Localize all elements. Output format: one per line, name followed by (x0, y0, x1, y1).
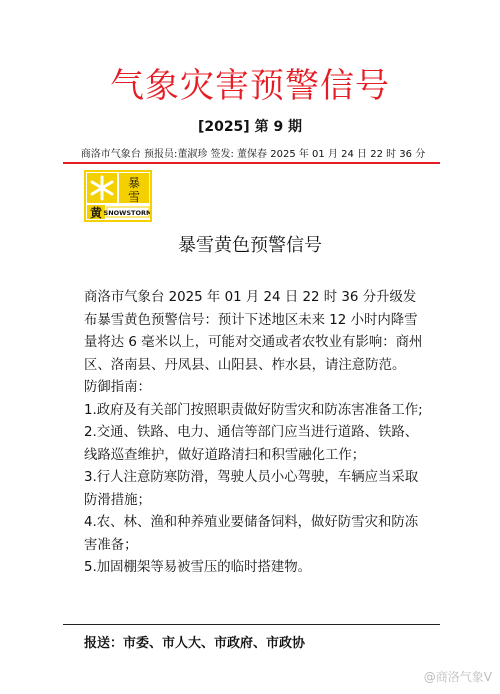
badge-english: SNOWSTORM (103, 209, 150, 217)
guide-item: 2.交通、铁路、电力、通信等部门应当进行道路、铁路、线路巡查维护，做好道路清扫和积雪融化工作； (84, 425, 419, 463)
source-watermark: @商洛气象V (423, 670, 492, 684)
guide-item: 1.政府及有关部门按照职责做好防雪灾和防冻害准备工作; (84, 402, 423, 418)
badge-char-top: 暴 (127, 176, 141, 190)
badge-char-mid: 雪 (127, 190, 141, 204)
issuer-meta: 商洛市气象台 预报员:董淑珍 签发: 董保春 2025 年 01 月 24 日 22 时 36 分 (80, 149, 426, 160)
guide-item: 5.加固棚架等易被雪压的临时搭建物。 (84, 560, 312, 575)
signal-title: 暴雪黄色预警信号 (178, 235, 322, 256)
guide-item: 3.行人注意防寒防滑，驾驶人员小心驾驶，车辆应当采取防滑措施； (84, 470, 419, 508)
warning-body (84, 287, 424, 580)
red-divider (63, 162, 440, 164)
badge-color-char: 黄 (89, 206, 103, 220)
issue-number: [2025] 第 9 期 (197, 119, 303, 135)
document-title: 气象灾害预警信号 (110, 66, 390, 106)
snowstorm-yellow-warning-icon (84, 170, 152, 222)
cc-list: 报送：市委、市人大、市政府、市政协 (84, 636, 306, 651)
footer-divider (63, 624, 440, 625)
guide-heading: 防御指南： (84, 380, 151, 395)
guide-item: 4.农、林、渔和种养殖业要储备饲料，做好防雪灾和防冻害准备； (84, 515, 419, 553)
warning-paragraph: 商洛市气象台 2025 年 01 月 24 日 22 时 36 分升级发布暴雪黄色预警信号：预计下述地区未来 12 小时内降雪量将达 6 毫米以上，可能对交通或者农牧业有影响：商州区、洛南县、丹凤县、山阳县、柞水县，请注意防范。 (84, 290, 423, 373)
